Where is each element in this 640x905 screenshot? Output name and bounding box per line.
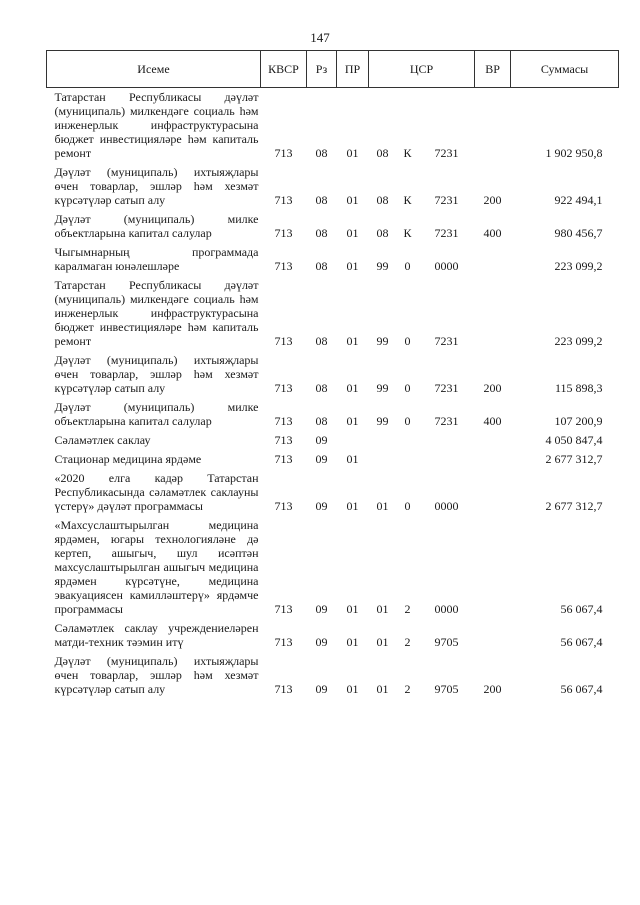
row-csr-direction: 7231 xyxy=(434,334,459,348)
row-pr: 01 xyxy=(346,635,359,649)
row-csr-direction: 7231 xyxy=(434,414,459,428)
row-pr: 01 xyxy=(346,602,359,616)
row-csr-program: 08 xyxy=(376,193,389,207)
row-name: Дәүләт (муниципаль) ихтыяҗлары өчен товарлар, эшләр һәм хезмәт күрсәтүләр сатып алу xyxy=(54,165,259,207)
table-row xyxy=(47,351,619,398)
row-csr-direction: 7231 xyxy=(434,381,459,395)
table-row xyxy=(47,469,619,516)
row-rz: 08 xyxy=(315,146,328,160)
row-csr-direction: 9705 xyxy=(434,682,459,696)
row-csr-subprogram: 2 xyxy=(404,682,411,696)
row-csr-program: 99 xyxy=(376,259,389,273)
header-csr: ЦСР xyxy=(369,51,475,88)
row-rz: 09 xyxy=(315,433,328,447)
row-pr: 01 xyxy=(346,381,359,395)
table-row xyxy=(47,450,619,469)
row-kvsr: 713 xyxy=(274,682,293,696)
header-vr: ВР xyxy=(475,51,511,88)
row-csr-subprogram: 0 xyxy=(404,259,411,273)
header-rz: Рз xyxy=(307,51,337,88)
row-csr-direction: 0000 xyxy=(434,259,459,273)
row-amount: 1 902 950,8 xyxy=(545,146,603,160)
row-vr: 400 xyxy=(483,414,502,428)
row-csr-program: 08 xyxy=(376,146,389,160)
row-csr-program: 01 xyxy=(376,602,389,616)
row-kvsr: 713 xyxy=(274,381,293,395)
row-csr-direction: 0000 xyxy=(434,602,459,616)
page-number: 147 xyxy=(310,30,330,45)
row-csr-program xyxy=(369,450,397,469)
row-name: Стационар медицина ярдәме xyxy=(54,452,202,466)
row-rz: 08 xyxy=(315,334,328,348)
row-vr: 200 xyxy=(483,381,502,395)
row-amount: 980 456,7 xyxy=(554,226,603,240)
row-csr-subprogram: 2 xyxy=(404,635,411,649)
table-body xyxy=(47,88,619,700)
row-csr-direction: 7231 xyxy=(434,193,459,207)
row-name: Татарстан Республикасы дәүләт (муниципаль) милкендәге социаль һәм инженерлык инфраструктурасына бюджет инвестицияләре һәм капиталь ремонт xyxy=(54,278,259,348)
row-rz: 08 xyxy=(315,259,328,273)
row-amount: 56 067,4 xyxy=(560,682,603,696)
row-pr: 01 xyxy=(346,414,359,428)
row-kvsr: 713 xyxy=(274,602,293,616)
table-row xyxy=(47,163,619,210)
row-name: «2020 елга кадәр Татарстан Республикасында сәламәтлек саклауны үстерү» дәүләт программасы xyxy=(54,471,259,513)
row-vr: 200 xyxy=(483,682,502,696)
row-vr xyxy=(475,516,511,619)
table-header-row xyxy=(47,51,619,88)
row-vr xyxy=(475,450,511,469)
table-row xyxy=(47,210,619,243)
row-csr-program: 08 xyxy=(376,226,389,240)
row-csr-direction: 0000 xyxy=(434,499,459,513)
row-pr: 01 xyxy=(346,682,359,696)
row-name: Дәүләт (муниципаль) милке объектларына капитал салулар xyxy=(54,400,259,428)
table-row xyxy=(47,619,619,652)
row-amount: 2 677 312,7 xyxy=(545,499,603,513)
row-kvsr: 713 xyxy=(274,146,293,160)
table-row xyxy=(47,398,619,431)
row-name: Сәламәтлек саклау xyxy=(54,433,151,447)
table-row xyxy=(47,243,619,276)
header-kvsr: КВСР xyxy=(261,51,307,88)
table-row xyxy=(47,276,619,351)
row-name: Дәүләт (муниципаль) милке объектларына капитал салулар xyxy=(54,212,259,240)
row-pr: 01 xyxy=(346,452,359,466)
row-name: Чыгымнарның программада каралмаган юнәлешләре xyxy=(54,245,259,273)
row-csr-subprogram: К xyxy=(403,146,412,160)
row-rz: 09 xyxy=(315,499,328,513)
row-rz: 09 xyxy=(315,635,328,649)
row-vr: 400 xyxy=(483,226,502,240)
row-csr-direction xyxy=(419,431,475,450)
row-name: Дәүләт (муниципаль) ихтыяҗлары өчен товарлар, эшләр һәм хезмәт күрсәтүләр сатып алу xyxy=(54,353,259,395)
row-amount: 56 067,4 xyxy=(560,635,603,649)
row-kvsr: 713 xyxy=(274,414,293,428)
row-vr xyxy=(475,243,511,276)
row-vr xyxy=(475,431,511,450)
row-kvsr: 713 xyxy=(274,193,293,207)
row-name: «Махсуслаштырылган медицина ярдәмен, югары технологияләне дә кертеп, ашыгыч, шул исәптән махсуслаштырылган ашыгыч медицина ярдәмен күрсәтүне, медицина эвакуациясен камилләштерү» ярдәмче программасы xyxy=(54,518,259,616)
row-pr: 01 xyxy=(346,226,359,240)
row-name: Сәламәтлек саклау учреждениеләрен матди-техник тәэмин итү xyxy=(54,621,259,649)
row-vr xyxy=(475,276,511,351)
row-amount: 4 050 847,4 xyxy=(545,433,603,447)
row-name: Дәүләт (муниципаль) ихтыяҗлары өчен товарлар, эшләр һәм хезмәт күрсәтүләр сатып алу xyxy=(54,654,259,696)
row-csr-subprogram: К xyxy=(403,193,412,207)
row-kvsr: 713 xyxy=(274,499,293,513)
row-csr-subprogram xyxy=(397,431,419,450)
row-csr-program: 01 xyxy=(376,499,389,513)
row-csr-program: 99 xyxy=(376,334,389,348)
row-pr: 01 xyxy=(346,193,359,207)
row-pr: 01 xyxy=(346,334,359,348)
row-amount: 223 099,2 xyxy=(554,334,603,348)
row-kvsr: 713 xyxy=(274,635,293,649)
row-pr: 01 xyxy=(346,259,359,273)
header-amount: Суммасы xyxy=(511,51,619,88)
row-rz: 09 xyxy=(315,682,328,696)
row-name: Татарстан Республикасы дәүләт (муниципаль) милкендәге социаль һәм инженерлык инфраструктурасына бюджет инвестицияләре һәм капиталь ремонт xyxy=(54,90,259,160)
row-vr: 200 xyxy=(483,193,502,207)
row-vr xyxy=(475,469,511,516)
budget-table xyxy=(46,50,619,699)
row-csr-program: 01 xyxy=(376,682,389,696)
header-name: Исеме xyxy=(47,51,261,88)
row-csr-direction: 9705 xyxy=(434,635,459,649)
row-rz: 08 xyxy=(315,381,328,395)
row-kvsr: 713 xyxy=(274,226,293,240)
row-csr-direction xyxy=(419,450,475,469)
row-vr xyxy=(475,619,511,652)
row-amount: 223 099,2 xyxy=(554,259,603,273)
row-csr-program xyxy=(369,431,397,450)
row-csr-subprogram: 0 xyxy=(404,381,411,395)
row-rz: 09 xyxy=(315,602,328,616)
row-pr xyxy=(337,431,369,450)
row-kvsr: 713 xyxy=(274,433,293,447)
row-pr: 01 xyxy=(346,146,359,160)
row-vr xyxy=(475,88,511,164)
table-row xyxy=(47,88,619,164)
row-kvsr: 713 xyxy=(274,334,293,348)
row-amount: 2 677 312,7 xyxy=(545,452,603,466)
row-csr-subprogram: 0 xyxy=(404,414,411,428)
row-amount: 107 200,9 xyxy=(554,414,603,428)
row-amount: 922 494,1 xyxy=(554,193,603,207)
row-rz: 08 xyxy=(315,226,328,240)
row-rz: 09 xyxy=(315,452,328,466)
table-row xyxy=(47,516,619,619)
row-csr-subprogram: 0 xyxy=(404,499,411,513)
header-pr: ПР xyxy=(337,51,369,88)
row-csr-subprogram: 2 xyxy=(404,602,411,616)
row-csr-subprogram xyxy=(397,450,419,469)
row-csr-program: 99 xyxy=(376,414,389,428)
row-csr-subprogram: 0 xyxy=(404,334,411,348)
row-kvsr: 713 xyxy=(274,452,293,466)
row-csr-program: 01 xyxy=(376,635,389,649)
row-csr-subprogram: К xyxy=(403,226,412,240)
row-csr-program: 99 xyxy=(376,381,389,395)
row-amount: 56 067,4 xyxy=(560,602,603,616)
row-csr-direction: 7231 xyxy=(434,226,459,240)
row-rz: 08 xyxy=(315,414,328,428)
row-kvsr: 713 xyxy=(274,259,293,273)
row-csr-direction: 7231 xyxy=(434,146,459,160)
table-row xyxy=(47,431,619,450)
row-pr: 01 xyxy=(346,499,359,513)
row-rz: 08 xyxy=(315,193,328,207)
table-row xyxy=(47,652,619,699)
row-amount: 115 898,3 xyxy=(554,381,603,395)
